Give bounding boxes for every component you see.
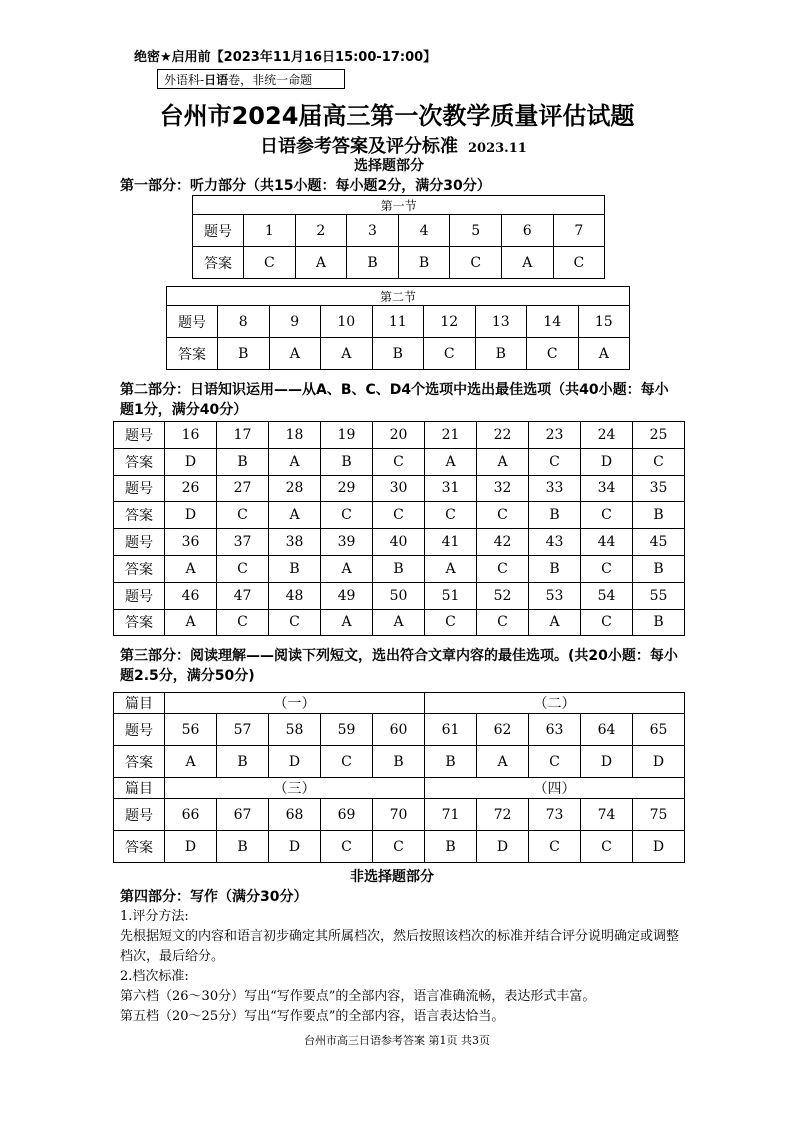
subject-tag — [157, 69, 345, 89]
answer-cell: C — [581, 555, 633, 582]
writing-criteria-line: 先根据短文的内容和语言初步确定其所属档次，然后按照该档次的标准并结合评分说明确定或调整档次，最后给分。 — [120, 929, 680, 964]
answer-cell: C — [373, 831, 425, 863]
answer-cell: A — [425, 448, 477, 475]
answer-cell: B — [373, 555, 425, 582]
row-label-answer: 答案 — [114, 502, 165, 529]
answer-cell: C — [321, 746, 373, 778]
row-label-passage: 篇目 — [114, 693, 165, 714]
question-number: 23 — [529, 422, 581, 449]
question-number: 75 — [633, 799, 685, 831]
answer-cell: A — [578, 338, 630, 370]
answer-cell: C — [477, 609, 529, 636]
writing-criteria-line: 2.档次标准: — [120, 969, 189, 984]
answer-cell: A — [321, 338, 373, 370]
question-number: 61 — [425, 714, 477, 746]
question-number: 14 — [527, 306, 579, 338]
question-number: 36 — [165, 529, 217, 556]
listening-section1-table — [192, 195, 605, 279]
question-number: 51 — [425, 582, 477, 609]
answer-cell: C — [529, 831, 581, 863]
subtitle-text: 日语参考答案及评分标准 — [260, 136, 458, 157]
question-number: 50 — [373, 582, 425, 609]
answer-cell: C — [553, 247, 605, 279]
question-number: 63 — [529, 714, 581, 746]
question-number: 42 — [477, 529, 529, 556]
question-number: 62 — [477, 714, 529, 746]
question-number: 32 — [477, 475, 529, 502]
answer-cell: B — [372, 338, 424, 370]
answer-cell: D — [269, 746, 321, 778]
question-number: 69 — [321, 799, 373, 831]
row-label-answer: 答案 — [114, 448, 165, 475]
part2-heading: 第二部分：日语知识运用——从A、B、C、D4个选项中选出最佳选项（共40小题：每小题1分，满分40分） — [120, 382, 669, 418]
answer-cell: B — [217, 831, 269, 863]
answer-cell: B — [269, 555, 321, 582]
subtitle-date: 2023.11 — [468, 141, 527, 156]
answer-cell: A — [529, 609, 581, 636]
row-label-answer: 答案 — [114, 831, 165, 863]
listening-section2-table — [166, 286, 630, 370]
answer-cell: B — [633, 555, 685, 582]
question-number: 29 — [321, 475, 373, 502]
row-label-question: 题号 — [114, 582, 165, 609]
answer-cell: A — [321, 609, 373, 636]
subject-tag-prefix: 外语科- — [164, 73, 205, 87]
answer-cell: C — [527, 338, 579, 370]
subject-tag-language: 日语 — [204, 73, 229, 87]
passage-label: （四） — [425, 778, 685, 799]
answer-cell: A — [165, 555, 217, 582]
answer-cell: B — [218, 338, 270, 370]
answer-cell: B — [633, 609, 685, 636]
question-number: 41 — [425, 529, 477, 556]
answer-cell: A — [373, 609, 425, 636]
row-label-answer: 答案 — [167, 338, 218, 370]
answer-cell: C — [477, 502, 529, 529]
section2-caption: 第二节 — [167, 287, 630, 306]
question-number: 48 — [269, 582, 321, 609]
answer-cell: D — [165, 448, 217, 475]
row-label-question: 题号 — [114, 714, 165, 746]
nonchoice-section-banner: 非选择题部分 — [350, 869, 434, 885]
question-number: 45 — [633, 529, 685, 556]
question-number: 74 — [581, 799, 633, 831]
answer-cell: C — [450, 247, 502, 279]
choice-section-banner: 选择题部分 — [354, 158, 424, 174]
answer-cell: B — [475, 338, 527, 370]
question-number: 60 — [373, 714, 425, 746]
subject-tag-suffix: 卷，非统一命题 — [228, 73, 313, 87]
answer-cell: C — [581, 502, 633, 529]
question-number: 37 — [217, 529, 269, 556]
answer-cell: B — [373, 746, 425, 778]
question-number: 4 — [398, 215, 450, 247]
question-number: 66 — [165, 799, 217, 831]
part1-heading: 第一部分：听力部分（共15小题：每小题2分，满分30分） — [120, 178, 491, 194]
answer-cell: C — [424, 338, 476, 370]
answer-cell: B — [529, 555, 581, 582]
question-number: 67 — [217, 799, 269, 831]
question-number: 8 — [218, 306, 270, 338]
writing-criteria-line: 1.评分方法: — [120, 909, 189, 924]
answer-cell: D — [633, 746, 685, 778]
question-number: 56 — [165, 714, 217, 746]
writing-criteria-line: 第六档（26～30分）写出“写作要点”的全部内容，语言准确流畅，表达形式丰富。 — [120, 989, 596, 1004]
answer-cell: B — [425, 831, 477, 863]
answer-cell: A — [269, 502, 321, 529]
question-number: 10 — [321, 306, 373, 338]
question-number: 12 — [424, 306, 476, 338]
answer-cell: B — [217, 448, 269, 475]
question-number: 59 — [321, 714, 373, 746]
question-number: 33 — [529, 475, 581, 502]
answer-cell: B — [347, 247, 399, 279]
answer-cell: A — [269, 338, 321, 370]
row-label-answer: 答案 — [114, 555, 165, 582]
reading-table — [113, 692, 685, 863]
question-number: 71 — [425, 799, 477, 831]
answer-cell: C — [244, 247, 296, 279]
question-number: 20 — [373, 422, 425, 449]
passage-label: （一） — [165, 693, 425, 714]
question-number: 52 — [477, 582, 529, 609]
row-label-answer: 答案 — [114, 609, 165, 636]
passage-label: （二） — [425, 693, 685, 714]
answer-cell: C — [425, 609, 477, 636]
question-number: 18 — [269, 422, 321, 449]
question-number: 47 — [217, 582, 269, 609]
answer-cell: B — [217, 746, 269, 778]
question-number: 43 — [529, 529, 581, 556]
row-label-answer: 答案 — [114, 746, 165, 778]
question-number: 58 — [269, 714, 321, 746]
answer-cell: D — [269, 831, 321, 863]
section1-caption: 第一节 — [193, 196, 605, 215]
answer-cell: D — [165, 831, 217, 863]
row-label-question: 题号 — [167, 306, 218, 338]
question-number: 27 — [217, 475, 269, 502]
question-number: 2 — [295, 215, 347, 247]
part3-heading: 第三部分：阅读理解——阅读下列短文，选出符合文章内容的最佳选项。(共20小题：每小题2.5分，满分50分) — [120, 648, 678, 684]
answer-cell: B — [425, 746, 477, 778]
answer-cell: D — [581, 448, 633, 475]
question-number: 7 — [553, 215, 605, 247]
question-number: 72 — [477, 799, 529, 831]
question-number: 46 — [165, 582, 217, 609]
question-number: 15 — [578, 306, 630, 338]
question-number: 24 — [581, 422, 633, 449]
answer-cell: C — [321, 502, 373, 529]
answer-cell: C — [425, 502, 477, 529]
question-number: 25 — [633, 422, 685, 449]
answer-cell: B — [633, 502, 685, 529]
answer-cell: C — [633, 448, 685, 475]
writing-criteria-line: 第五档（20～25分）写出“写作要点”的全部内容，语言表达恰当。 — [120, 1009, 505, 1024]
answer-cell: C — [529, 448, 581, 475]
answer-cell: C — [269, 609, 321, 636]
question-number: 70 — [373, 799, 425, 831]
answer-cell: A — [425, 555, 477, 582]
question-number: 22 — [477, 422, 529, 449]
answer-cell: A — [269, 448, 321, 475]
question-number: 16 — [165, 422, 217, 449]
answer-cell: C — [477, 555, 529, 582]
answer-cell: D — [165, 502, 217, 529]
answer-cell: C — [373, 502, 425, 529]
question-number: 9 — [269, 306, 321, 338]
page-title: 台州市2024届高三第一次教学质量评估试题 — [159, 102, 635, 130]
question-number: 31 — [425, 475, 477, 502]
answer-cell: A — [295, 247, 347, 279]
answer-cell: C — [581, 609, 633, 636]
question-number: 38 — [269, 529, 321, 556]
answer-cell: A — [321, 555, 373, 582]
answer-cell: C — [581, 831, 633, 863]
question-number: 11 — [372, 306, 424, 338]
answer-cell: D — [633, 831, 685, 863]
answer-cell: A — [165, 609, 217, 636]
answer-cell: D — [477, 831, 529, 863]
question-number: 44 — [581, 529, 633, 556]
row-label-question: 题号 — [114, 422, 165, 449]
answer-cell: A — [165, 746, 217, 778]
row-label-passage: 篇目 — [114, 778, 165, 799]
answer-cell: C — [217, 609, 269, 636]
question-number: 57 — [217, 714, 269, 746]
question-number: 49 — [321, 582, 373, 609]
question-number: 6 — [501, 215, 553, 247]
question-number: 65 — [633, 714, 685, 746]
row-label-answer: 答案 — [193, 247, 244, 279]
question-number: 54 — [581, 582, 633, 609]
page-footer: 台州市高三日语参考答案 第1页 共3页 — [304, 1034, 490, 1047]
row-label-question: 题号 — [114, 529, 165, 556]
question-number: 30 — [373, 475, 425, 502]
answer-cell: C — [217, 555, 269, 582]
answer-cell: B — [529, 502, 581, 529]
question-number: 73 — [529, 799, 581, 831]
question-number: 35 — [633, 475, 685, 502]
passage-label: （三） — [165, 778, 425, 799]
answer-cell: D — [581, 746, 633, 778]
row-label-question: 题号 — [114, 475, 165, 502]
knowledge-table — [113, 421, 685, 636]
answer-cell: A — [501, 247, 553, 279]
answer-cell: C — [373, 448, 425, 475]
question-number: 55 — [633, 582, 685, 609]
answer-cell: A — [477, 448, 529, 475]
row-label-question: 题号 — [114, 799, 165, 831]
question-number: 19 — [321, 422, 373, 449]
answer-cell: A — [477, 746, 529, 778]
answer-cell: C — [217, 502, 269, 529]
question-number: 40 — [373, 529, 425, 556]
part4-heading: 第四部分：写作（满分30分） — [120, 889, 308, 905]
answer-cell: B — [321, 448, 373, 475]
writing-criteria — [120, 907, 690, 1027]
question-number: 28 — [269, 475, 321, 502]
answer-cell: C — [529, 746, 581, 778]
question-number: 26 — [165, 475, 217, 502]
question-number: 17 — [217, 422, 269, 449]
question-number: 3 — [347, 215, 399, 247]
question-number: 64 — [581, 714, 633, 746]
question-number: 21 — [425, 422, 477, 449]
question-number: 68 — [269, 799, 321, 831]
question-number: 34 — [581, 475, 633, 502]
question-number: 1 — [244, 215, 296, 247]
question-number: 39 — [321, 529, 373, 556]
answer-cell: B — [398, 247, 450, 279]
question-number: 5 — [450, 215, 502, 247]
answer-cell: C — [321, 831, 373, 863]
question-number: 53 — [529, 582, 581, 609]
row-label-question: 题号 — [193, 215, 244, 247]
confidential-notice: 绝密★启用前【2023年11月16日15:00-17:00】 — [134, 50, 437, 65]
question-number: 13 — [475, 306, 527, 338]
